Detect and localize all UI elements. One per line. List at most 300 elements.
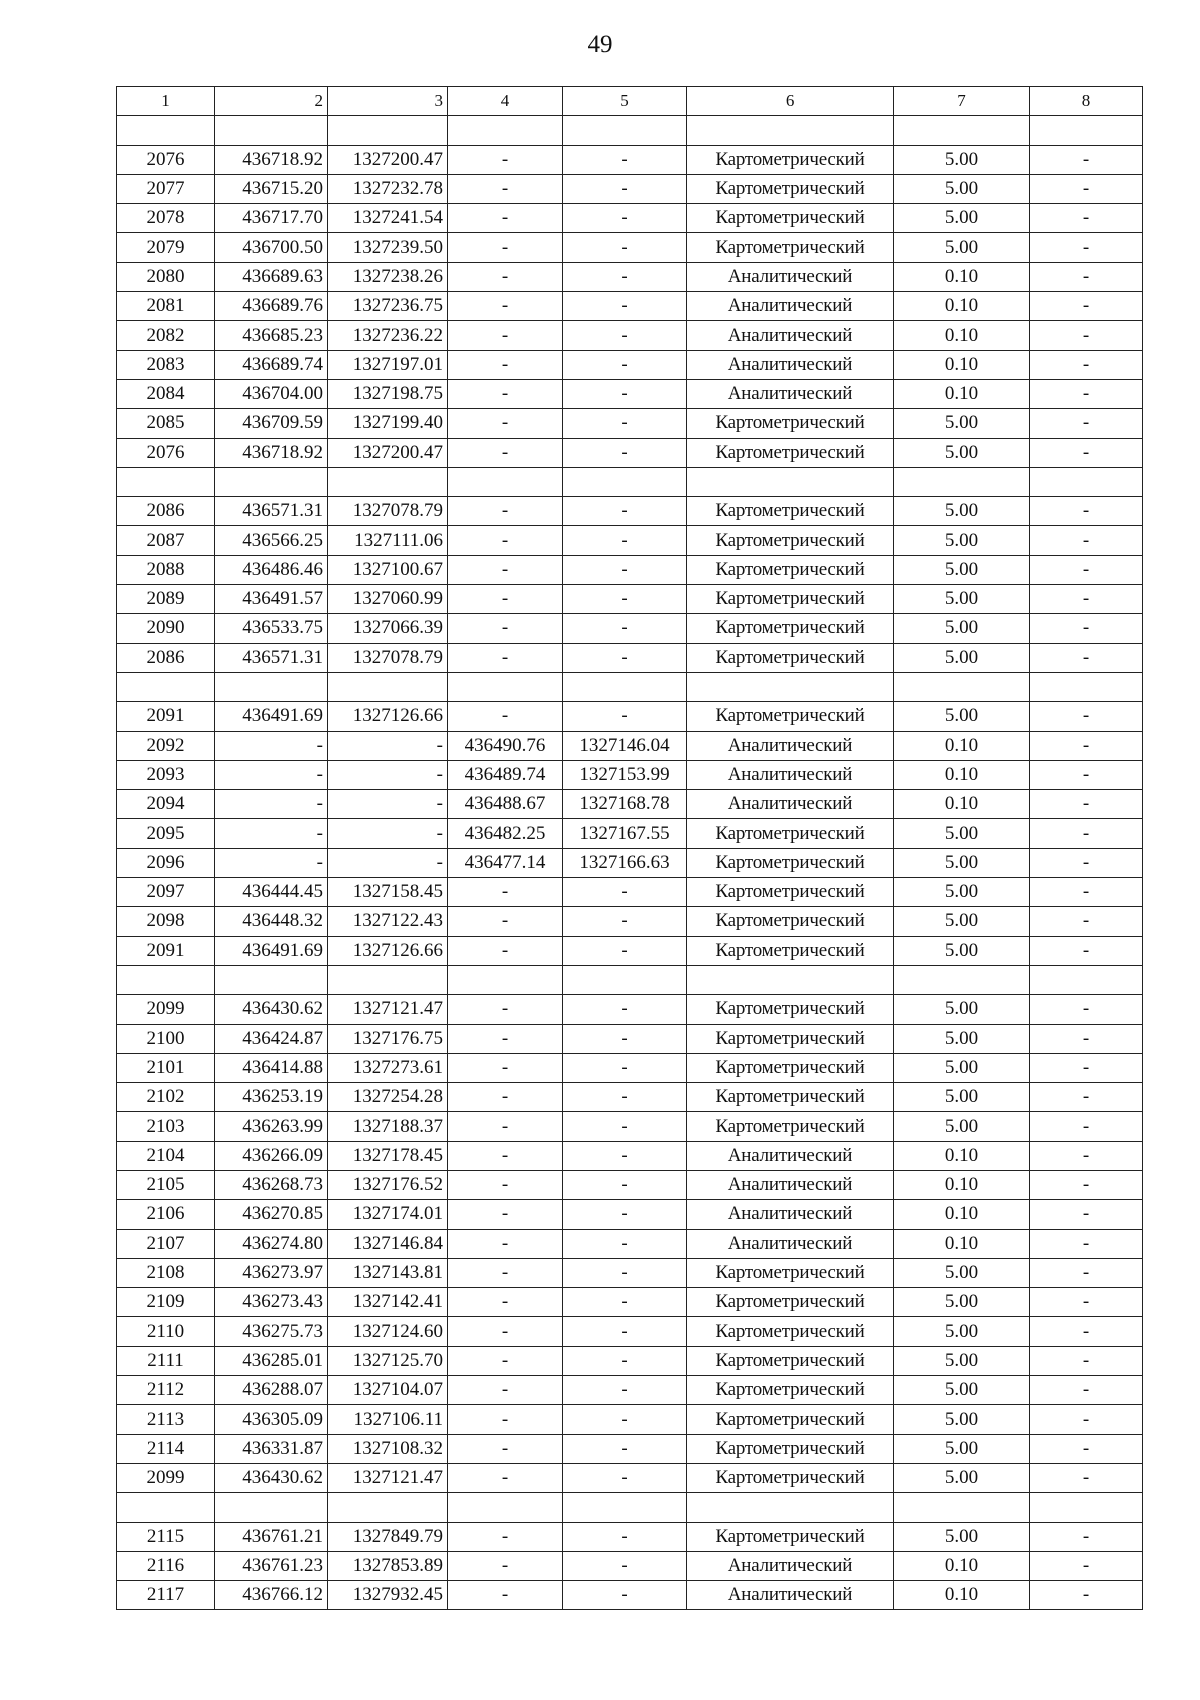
table-cell: 436571.31	[215, 643, 328, 672]
table-cell: 1327932.45	[328, 1581, 448, 1610]
table-cell: 5.00	[894, 819, 1030, 848]
table-cell: 5.00	[894, 1053, 1030, 1082]
table-cell: 5.00	[894, 1346, 1030, 1375]
table-cell: 436491.69	[215, 936, 328, 965]
table-row	[117, 995, 1143, 1024]
table-cell: Аналитический	[687, 790, 894, 819]
table-cell: -	[563, 1376, 687, 1405]
table-cell: -	[328, 819, 448, 848]
table-cell: -	[1030, 1053, 1143, 1082]
table-cell: 2098	[117, 907, 215, 936]
page-number: 49	[587, 31, 613, 58]
table-cell: -	[1030, 1376, 1143, 1405]
table-cell: -	[563, 174, 687, 203]
table-cell: 436482.25	[448, 819, 563, 848]
table-cell: -	[563, 1200, 687, 1229]
table-cell	[1030, 467, 1143, 496]
table-cell: 2084	[117, 379, 215, 408]
table-cell: Картометрический	[687, 936, 894, 965]
table-cell: Картометрический	[687, 702, 894, 731]
table-row	[117, 233, 1143, 262]
table-cell: 5.00	[894, 1112, 1030, 1141]
table-cell: Картометрический	[687, 409, 894, 438]
table-cell: -	[1030, 438, 1143, 467]
table-row	[117, 614, 1143, 643]
table-cell: -	[448, 1141, 563, 1170]
table-cell: Картометрический	[687, 1112, 894, 1141]
table-cell: 2109	[117, 1288, 215, 1317]
table-cell: -	[448, 438, 563, 467]
table-cell: 1327104.07	[328, 1376, 448, 1405]
table-cell: -	[1030, 1522, 1143, 1551]
table-cell: 436718.92	[215, 438, 328, 467]
table-cell	[328, 965, 448, 994]
table-cell: 1327236.75	[328, 292, 448, 321]
table-cell	[563, 467, 687, 496]
separator-row	[117, 467, 1143, 496]
table-cell	[215, 672, 328, 701]
table-cell: Аналитический	[687, 731, 894, 760]
table-cell: 436689.74	[215, 350, 328, 379]
table-cell: 5.00	[894, 1522, 1030, 1551]
table-cell: Аналитический	[687, 321, 894, 350]
table-cell: 5.00	[894, 409, 1030, 438]
table-cell	[117, 965, 215, 994]
table-cell	[1030, 1493, 1143, 1522]
table-cell: 1327198.75	[328, 379, 448, 408]
table-cell: 1327066.39	[328, 614, 448, 643]
table-cell: -	[1030, 760, 1143, 789]
table-cell: 5.00	[894, 204, 1030, 233]
column-header-5: 5	[563, 87, 687, 116]
table-cell: Аналитический	[687, 1170, 894, 1199]
table-cell: 1327122.43	[328, 907, 448, 936]
table-cell: -	[448, 1053, 563, 1082]
table-cell: Аналитический	[687, 350, 894, 379]
table-cell: 2102	[117, 1083, 215, 1112]
table-cell: -	[448, 995, 563, 1024]
table-cell: Картометрический	[687, 145, 894, 174]
table-cell: Картометрический	[687, 1463, 894, 1492]
table-cell: 0.10	[894, 1200, 1030, 1229]
table-cell: 2083	[117, 350, 215, 379]
table-cell: -	[1030, 1200, 1143, 1229]
table-cell: 2099	[117, 995, 215, 1024]
table-row	[117, 1463, 1143, 1492]
table-cell: -	[563, 1551, 687, 1580]
table-cell: 5.00	[894, 1024, 1030, 1053]
table-cell: -	[1030, 1551, 1143, 1580]
table-cell: -	[1030, 1024, 1143, 1053]
table-cell: 1327124.60	[328, 1317, 448, 1346]
table-row	[117, 555, 1143, 584]
table-cell: -	[448, 174, 563, 203]
table-cell: 1327142.41	[328, 1288, 448, 1317]
table-cell: -	[563, 907, 687, 936]
table-cell: -	[1030, 1581, 1143, 1610]
table-cell: -	[448, 1581, 563, 1610]
table-cell: 1327106.11	[328, 1405, 448, 1434]
table-row	[117, 936, 1143, 965]
table-cell: 1327125.70	[328, 1346, 448, 1375]
table-cell: -	[215, 790, 328, 819]
table-cell: 1327197.01	[328, 350, 448, 379]
table-cell: 5.00	[894, 497, 1030, 526]
column-header-4: 4	[448, 87, 563, 116]
table-cell: 436275.73	[215, 1317, 328, 1346]
table-cell: Картометрический	[687, 526, 894, 555]
table-cell: 1327108.32	[328, 1434, 448, 1463]
table-row	[117, 174, 1143, 203]
table-cell: -	[1030, 321, 1143, 350]
table-cell	[894, 116, 1030, 145]
table-cell: 2094	[117, 790, 215, 819]
table-cell: Картометрический	[687, 1376, 894, 1405]
table-cell: 2111	[117, 1346, 215, 1375]
table-row	[117, 1141, 1143, 1170]
table-cell: 436761.21	[215, 1522, 328, 1551]
table-cell: Картометрический	[687, 233, 894, 262]
table-cell: -	[563, 995, 687, 1024]
table-cell	[894, 467, 1030, 496]
table-cell: 2086	[117, 497, 215, 526]
table-cell: 1327200.47	[328, 438, 448, 467]
table-cell: -	[563, 438, 687, 467]
table-cell: -	[448, 1317, 563, 1346]
table-cell: 5.00	[894, 1463, 1030, 1492]
table-cell: -	[448, 1083, 563, 1112]
table-cell: 2100	[117, 1024, 215, 1053]
table-cell: -	[1030, 409, 1143, 438]
table-cell: -	[215, 848, 328, 877]
table-cell: -	[448, 497, 563, 526]
table-cell: -	[563, 409, 687, 438]
table-cell: 436490.76	[448, 731, 563, 760]
table-cell: Картометрический	[687, 848, 894, 877]
table-cell: 5.00	[894, 907, 1030, 936]
table-cell: Картометрический	[687, 1522, 894, 1551]
table-cell: 0.10	[894, 292, 1030, 321]
table-cell: -	[448, 409, 563, 438]
table-cell: 5.00	[894, 1317, 1030, 1346]
table-cell: -	[563, 1112, 687, 1141]
table-cell	[894, 1493, 1030, 1522]
table-cell: 436571.31	[215, 497, 328, 526]
table-cell	[563, 672, 687, 701]
table-cell	[894, 965, 1030, 994]
table-cell: -	[563, 1522, 687, 1551]
table-cell: 2087	[117, 526, 215, 555]
table-cell: 436444.45	[215, 878, 328, 907]
table-cell: -	[448, 1170, 563, 1199]
table-cell: 436718.92	[215, 145, 328, 174]
table-cell: -	[1030, 585, 1143, 614]
table-cell: Картометрический	[687, 555, 894, 584]
table-row	[117, 321, 1143, 350]
table-cell: 1327166.63	[563, 848, 687, 877]
table-cell	[563, 116, 687, 145]
table-row	[117, 819, 1143, 848]
table-row	[117, 760, 1143, 789]
table-cell	[563, 965, 687, 994]
table-cell: Картометрический	[687, 995, 894, 1024]
table-cell: 436288.07	[215, 1376, 328, 1405]
table-cell: -	[1030, 731, 1143, 760]
table-cell: Аналитический	[687, 379, 894, 408]
separator-row	[117, 965, 1143, 994]
table-cell: 2115	[117, 1522, 215, 1551]
table-cell: -	[448, 233, 563, 262]
table-cell: 0.10	[894, 1170, 1030, 1199]
table-cell: 0.10	[894, 379, 1030, 408]
table-cell: Картометрический	[687, 497, 894, 526]
table-cell: -	[563, 1346, 687, 1375]
separator-row	[117, 1493, 1143, 1522]
table-cell: Аналитический	[687, 292, 894, 321]
table-cell: -	[448, 1551, 563, 1580]
table-cell: 436689.76	[215, 292, 328, 321]
table-cell: -	[563, 1405, 687, 1434]
table-cell: 5.00	[894, 614, 1030, 643]
table-cell: 1327241.54	[328, 204, 448, 233]
table-cell: 5.00	[894, 438, 1030, 467]
coordinates-table	[116, 86, 1143, 1610]
table-cell: -	[563, 292, 687, 321]
table-cell: 2088	[117, 555, 215, 584]
table-cell: -	[1030, 262, 1143, 291]
table-cell: 436274.80	[215, 1229, 328, 1258]
table-cell	[448, 672, 563, 701]
table-cell: 1327143.81	[328, 1258, 448, 1287]
table-cell: 1327126.66	[328, 936, 448, 965]
table-cell: -	[448, 1112, 563, 1141]
table-cell: 436766.12	[215, 1581, 328, 1610]
table-cell: -	[1030, 1170, 1143, 1199]
table-cell: -	[563, 1024, 687, 1053]
table-cell: 1327126.66	[328, 702, 448, 731]
table-cell: Картометрический	[687, 174, 894, 203]
table-cell: -	[563, 878, 687, 907]
table-cell: -	[1030, 907, 1143, 936]
table-cell: -	[448, 262, 563, 291]
table-cell: 5.00	[894, 1405, 1030, 1434]
table-row	[117, 731, 1143, 760]
table-cell	[117, 1493, 215, 1522]
table-cell: 436689.63	[215, 262, 328, 291]
table-cell: 2112	[117, 1376, 215, 1405]
table-cell: 2085	[117, 409, 215, 438]
table-cell: 0.10	[894, 1141, 1030, 1170]
table-cell	[687, 1493, 894, 1522]
table-cell: -	[563, 497, 687, 526]
table-cell: 0.10	[894, 760, 1030, 789]
table-cell: 5.00	[894, 585, 1030, 614]
table-cell: 2080	[117, 262, 215, 291]
table-cell: -	[1030, 379, 1143, 408]
table-row	[117, 1288, 1143, 1317]
table-cell: 1327238.26	[328, 262, 448, 291]
table-cell: 1327176.75	[328, 1024, 448, 1053]
table-cell	[328, 467, 448, 496]
table-cell: -	[563, 204, 687, 233]
table-cell: 0.10	[894, 731, 1030, 760]
table-cell: -	[563, 321, 687, 350]
table-row	[117, 1170, 1143, 1199]
table-cell: 2095	[117, 819, 215, 848]
table-cell: 5.00	[894, 702, 1030, 731]
table-cell: 436715.20	[215, 174, 328, 203]
table-cell: 2106	[117, 1200, 215, 1229]
table-row	[117, 790, 1143, 819]
table-row	[117, 145, 1143, 174]
table-cell: -	[1030, 204, 1143, 233]
table-row	[117, 643, 1143, 672]
table-cell	[215, 1493, 328, 1522]
table-cell: 436263.99	[215, 1112, 328, 1141]
table-cell: -	[448, 350, 563, 379]
table-cell: 0.10	[894, 1581, 1030, 1610]
table-cell: -	[448, 555, 563, 584]
table-cell: -	[448, 1024, 563, 1053]
table-cell: -	[563, 702, 687, 731]
table-cell	[563, 1493, 687, 1522]
table-cell	[448, 116, 563, 145]
table-cell: -	[215, 760, 328, 789]
table-cell: 0.10	[894, 1551, 1030, 1580]
table-cell	[215, 467, 328, 496]
table-row	[117, 262, 1143, 291]
table-cell: 436424.87	[215, 1024, 328, 1053]
table-cell: 436533.75	[215, 614, 328, 643]
table-cell: 2103	[117, 1112, 215, 1141]
table-body	[117, 87, 1143, 1610]
table-cell: -	[563, 1229, 687, 1258]
table-cell	[448, 965, 563, 994]
table-cell: -	[563, 233, 687, 262]
table-cell: 5.00	[894, 995, 1030, 1024]
table-cell: 1327273.61	[328, 1053, 448, 1082]
table-cell	[328, 1493, 448, 1522]
table-cell: -	[448, 1522, 563, 1551]
table-cell: Картометрический	[687, 1405, 894, 1434]
table-cell: -	[448, 936, 563, 965]
table-cell	[1030, 116, 1143, 145]
table-cell: -	[448, 1463, 563, 1492]
table-cell: 2117	[117, 1581, 215, 1610]
table-cell: 436253.19	[215, 1083, 328, 1112]
table-row	[117, 1405, 1143, 1434]
table-cell: -	[563, 526, 687, 555]
table-cell	[894, 672, 1030, 701]
table-cell: -	[448, 907, 563, 936]
table-cell: -	[563, 1141, 687, 1170]
table-cell: Аналитический	[687, 1581, 894, 1610]
table-cell: Картометрический	[687, 614, 894, 643]
table-cell: 1327078.79	[328, 497, 448, 526]
table-cell: 5.00	[894, 1083, 1030, 1112]
table-cell: 2090	[117, 614, 215, 643]
table-cell: Аналитический	[687, 1229, 894, 1258]
table-row	[117, 1317, 1143, 1346]
column-header-2: 2	[215, 87, 328, 116]
table-cell: Аналитический	[687, 1141, 894, 1170]
table-cell: Аналитический	[687, 262, 894, 291]
table-row	[117, 497, 1143, 526]
table-cell: 436268.73	[215, 1170, 328, 1199]
table-cell: 436486.46	[215, 555, 328, 584]
table-cell: 436761.23	[215, 1551, 328, 1580]
table-cell: Картометрический	[687, 1024, 894, 1053]
table-cell: 1327060.99	[328, 585, 448, 614]
table-cell: 1327254.28	[328, 1083, 448, 1112]
table-row	[117, 409, 1143, 438]
table-cell: 2116	[117, 1551, 215, 1580]
table-cell: -	[448, 321, 563, 350]
table-cell: -	[448, 379, 563, 408]
table-cell: 1327146.84	[328, 1229, 448, 1258]
table-cell: -	[448, 1434, 563, 1463]
table-cell	[328, 672, 448, 701]
table-row	[117, 1258, 1143, 1287]
table-cell: 2097	[117, 878, 215, 907]
table-cell: -	[448, 1405, 563, 1434]
table-cell	[328, 116, 448, 145]
table-cell: 436491.57	[215, 585, 328, 614]
table-cell: -	[563, 1258, 687, 1287]
table-cell: 436704.00	[215, 379, 328, 408]
table-header-row	[117, 87, 1143, 116]
column-header-7: 7	[894, 87, 1030, 116]
table-cell: 436685.23	[215, 321, 328, 350]
table-cell: 5.00	[894, 233, 1030, 262]
table-cell: -	[448, 1346, 563, 1375]
table-cell: -	[1030, 526, 1143, 555]
table-cell: 1327178.45	[328, 1141, 448, 1170]
table-cell: -	[1030, 643, 1143, 672]
table-cell: -	[1030, 1434, 1143, 1463]
table-cell: 1327168.78	[563, 790, 687, 819]
table-cell: -	[1030, 233, 1143, 262]
table-cell: 2113	[117, 1405, 215, 1434]
table-cell: -	[563, 1581, 687, 1610]
table-cell: -	[215, 731, 328, 760]
column-header-3: 3	[328, 87, 448, 116]
table-cell: Картометрический	[687, 1346, 894, 1375]
table-cell: -	[563, 1083, 687, 1112]
table-cell: 436489.74	[448, 760, 563, 789]
table-cell: 2078	[117, 204, 215, 233]
table-cell: Аналитический	[687, 1200, 894, 1229]
table-row	[117, 1053, 1143, 1082]
table-cell: 0.10	[894, 790, 1030, 819]
table-cell: -	[1030, 1141, 1143, 1170]
table-cell: -	[1030, 702, 1143, 731]
table-cell: -	[563, 1053, 687, 1082]
table-cell: 436477.14	[448, 848, 563, 877]
table-cell	[117, 467, 215, 496]
table-cell: -	[1030, 819, 1143, 848]
table-cell	[687, 467, 894, 496]
table-cell: -	[563, 1288, 687, 1317]
table-cell	[687, 116, 894, 145]
table-cell: 1327199.40	[328, 409, 448, 438]
table-cell: -	[448, 1258, 563, 1287]
table-row	[117, 848, 1143, 877]
table-row	[117, 1434, 1143, 1463]
table-row	[117, 526, 1143, 555]
table-cell: -	[328, 790, 448, 819]
table-row	[117, 204, 1143, 233]
